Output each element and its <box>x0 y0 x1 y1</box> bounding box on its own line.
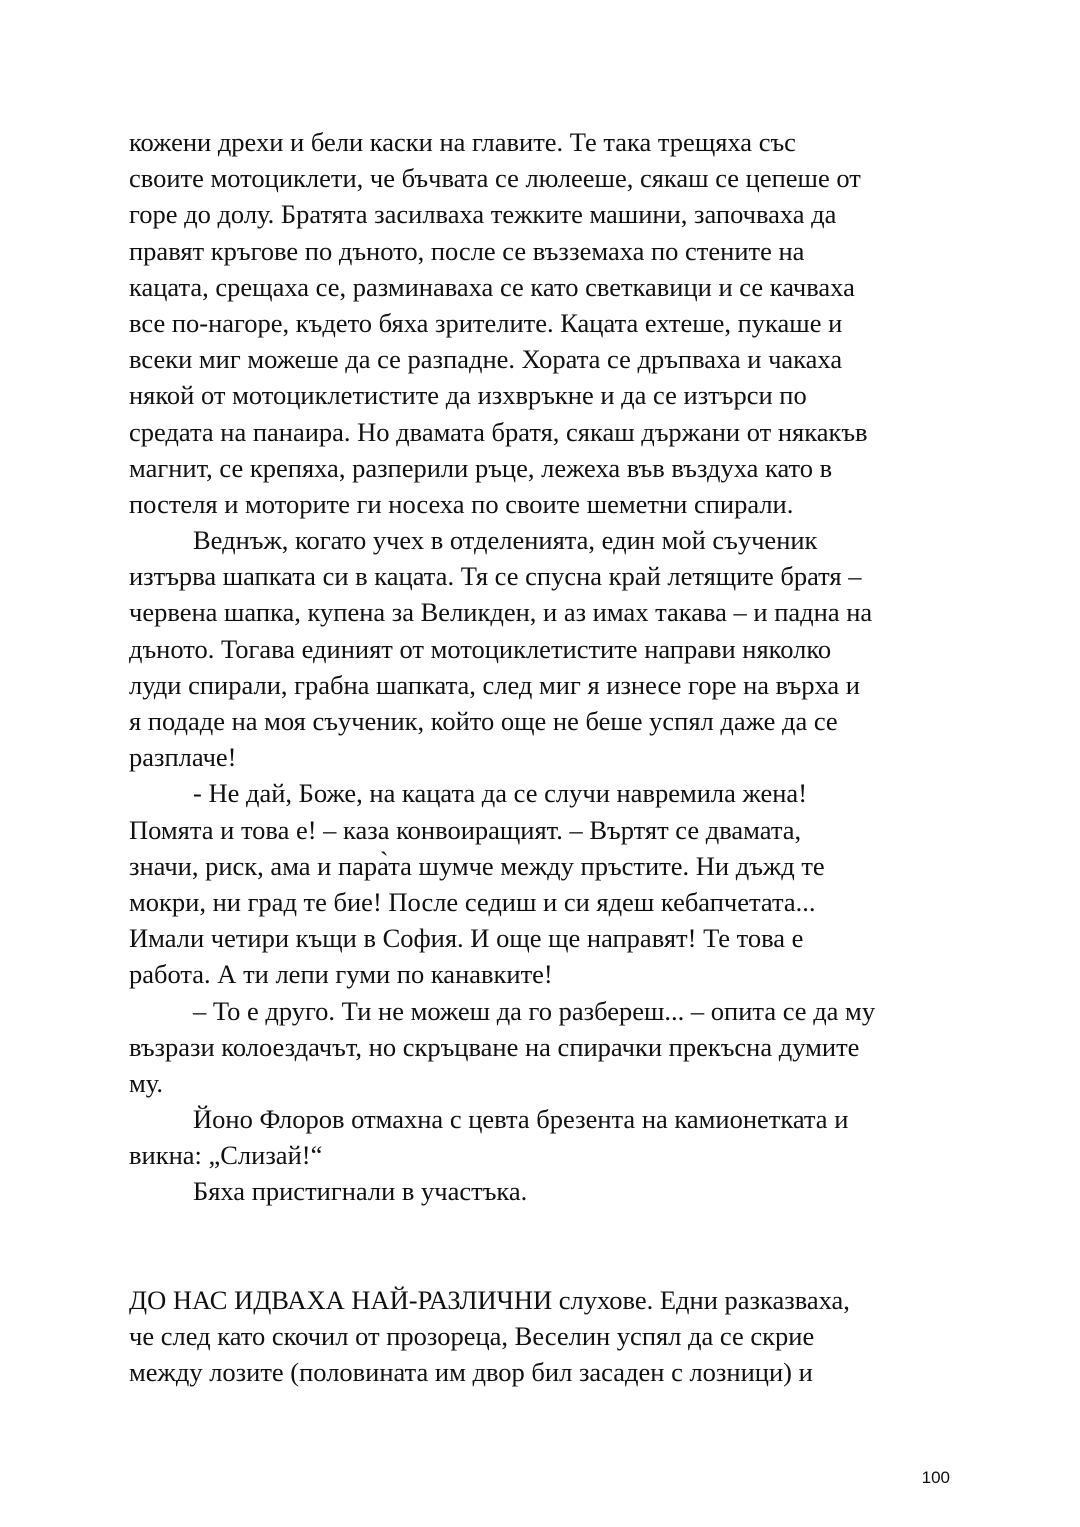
paragraph-start-line: Веднъж, когато учех в отделенията, един мой съученик <box>193 525 818 556</box>
paragraph-start-line: Бяха пристигнали в участъка. <box>193 1176 528 1207</box>
text-line: дъното. Тогава единият от мотоциклетистите направи няколко <box>129 633 832 664</box>
text-line: мокри, ни град те бие! После седиш и си ядеш кебапчетата... <box>129 886 816 917</box>
text-line: му. <box>129 1067 163 1098</box>
text-line: своите мотоциклети, че бъчвата се люлееше, сякаш се цепеше от <box>129 163 861 194</box>
paragraph-start-line: - Не дай, Боже, на кацата да се случи навремила жена! <box>193 778 808 809</box>
section-opening-line: ДО НАС ИДВАХА НАЙ-РАЗЛИЧНИ слухове. Едни разказваха, <box>129 1285 850 1316</box>
text-line: я подаде на моя съученик, който още не беше успял даже да се <box>129 706 838 736</box>
body-text <box>129 124 949 1391</box>
text-line: между лозите (половината им двор бил засаден с лозници) и <box>129 1357 813 1388</box>
text-line: значи, риск, ама и пара̀та шумче между пръстите. Ни дъжд те <box>129 850 825 881</box>
text-line: горе до долу. Братята засилваха тежките машини, започваха да <box>129 199 837 230</box>
page-number: 100 <box>921 1468 950 1487</box>
text-line: кожени дрехи и бели каски на главите. Те така трещяха със <box>129 127 796 157</box>
text-line: магнит, се крепяха, разперили ръце, лежеха във въздуха като в <box>129 452 833 483</box>
text-line: червена шапка, купена за Великден, и аз имах такава – и падна на <box>129 597 873 628</box>
paragraph-start-line: Йоно Флоров отмахна с цевта брезента на камионетката и <box>193 1104 849 1135</box>
text-line: все по-нагоре, където бяха зрителите. Кацата ехтеше, пукаше и <box>129 307 843 338</box>
paragraph-start-line: – То е друго. Ти не можеш да го разбереш... – опита се да му <box>193 995 876 1026</box>
text-line: възрази колоездачът, но скръцване на спирачки прекъсна думите <box>129 1031 860 1062</box>
text-line: всеки миг можеше да се разпадне. Хората се дръпваха и чакаха <box>129 344 843 375</box>
text-line: постеля и моторите ги носеха по своите шеметни спирали. <box>129 488 794 519</box>
text-line: Помята и това е! – каза конвоиращият. – Въртят се двамата, <box>129 814 802 845</box>
text-line: луди спирали, грабна шапката, след миг я изнесе горе на върха и <box>129 669 860 700</box>
text-line: някой от мотоциклетистите да изхвръкне и да се изтърси по <box>129 380 807 411</box>
text-line: Имали четири къщи в София. И още ще направят! Те това е <box>129 923 804 954</box>
section-break <box>129 1210 949 1282</box>
text-line: викна: „Слизай!“ <box>129 1140 323 1171</box>
text-line: изтърва шапката си в кацата. Тя се спусна край летящите братя – <box>129 561 862 592</box>
text-line: правят кръгове по дъното, после се възземаха по стените на <box>129 235 805 266</box>
text-line: че след като скочил от прозореца, Веселин успял да се скрие <box>129 1321 815 1352</box>
text-line: разплаче! <box>129 742 237 773</box>
text-line: работа. А ти лепи гуми по канавките! <box>129 959 553 990</box>
text-line: кацата, срещаха се, разминаваха се като светкавици и се качваха <box>129 271 855 302</box>
text-line: средата на панаира. Но двамата братя, сякаш държани от някакъв <box>129 416 868 447</box>
